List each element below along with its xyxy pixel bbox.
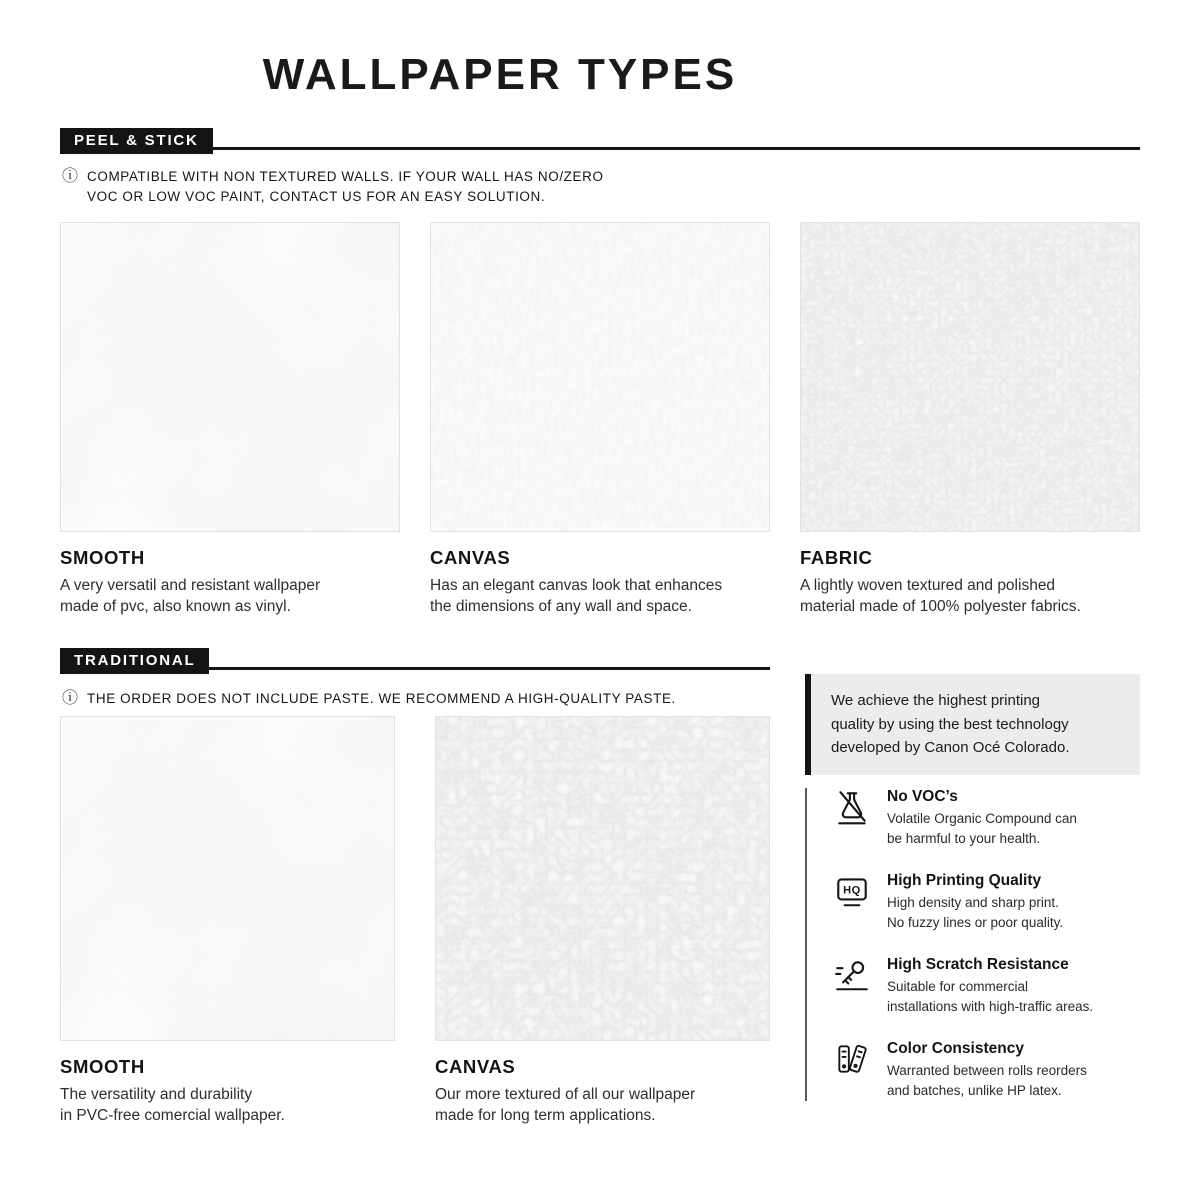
section-divider-line [209,667,770,670]
swatch-name: CANVAS [430,547,511,568]
canvas-texture-sample [430,222,770,532]
peel-stick-note [62,167,604,208]
traditional-note [62,689,676,709]
fabric-texture-sample [800,222,1140,532]
feature-text [887,872,1063,932]
feature-description-line: No fuzzy lines or poor quality. [887,914,1064,930]
features-list [805,788,1141,1101]
swatch-description [430,576,770,618]
swatch-card-smooth [60,716,395,1127]
feature-title: High Scratch Resistance [887,956,1069,974]
canvas-texture-render [431,223,769,531]
peel-stick-badge: PEEL & STICK [60,128,213,154]
swatch-description-line: Has an elegant canvas look that enhances [430,577,723,594]
feature-title: No VOC’s [887,788,958,805]
swatch-name: SMOOTH [60,547,145,568]
traditional-badge: TRADITIONAL [60,648,209,674]
feature-description [887,893,1063,932]
feature-description-line: installations with high-traffic areas. [887,998,1094,1014]
swatch-description-line: A lightly woven textured and polished [800,577,1056,594]
swatch-description [435,1085,770,1127]
feature-text [887,956,1093,1016]
swatch-description-line: in PVC-free comercial wallpaper. [60,1106,285,1124]
smooth-texture-render [61,717,394,1040]
traditional-section-header [60,648,770,674]
feature-no-voc [833,788,1141,848]
peel-stick-section-header [60,128,1140,154]
feature-high-printing-quality [833,872,1141,932]
note-line: VOC OR LOW VOC PAINT, CONTACT US FOR AN EASY SOLUTION. [87,189,546,205]
peel-stick-note-text [87,167,604,208]
feature-description-line: be harmful to your health. [887,830,1041,846]
smooth-texture-sample [60,716,395,1041]
feature-title: High Printing Quality [887,872,1042,890]
feature-description-line: and batches, unlike HP latex. [887,1082,1062,1098]
feature-description-line: High density and sharp print. [887,895,1059,911]
hq-icon [833,872,871,910]
swatch-name: SMOOTH [60,1056,145,1077]
swatch-description-line: made of pvc, also known as vinyl. [60,597,291,615]
feature-text [887,1040,1087,1100]
printing-quality-callout [805,674,1140,775]
info-icon: ⓘ [62,690,79,707]
fabric-texture-render [801,223,1139,531]
feature-description [887,977,1093,1016]
feature-description [887,809,1077,848]
feature-title: Color Consistency [887,1040,1024,1058]
swatch-name: FABRIC [800,547,873,568]
note-line: THE ORDER DOES NOT INCLUDE PASTE. WE RECOMMEND A HIGH-QUALITY PASTE. [87,691,676,706]
swatch-card-smooth [60,222,400,618]
smooth-texture-sample [60,222,400,532]
traditional-swatches [60,716,770,1127]
hq-icon-label: HQ [843,884,861,897]
swatch-description-line: the dimensions of any wall and space. [430,597,692,615]
peel-stick-swatches [60,222,1140,618]
swatch-card-canvas [435,716,770,1127]
swatch-description [60,576,400,618]
section-divider-line [213,147,1140,150]
note-line: COMPATIBLE WITH NON TEXTURED WALLS. IF YOUR WALL HAS NO/ZERO [87,169,604,184]
swatch-name: CANVAS [435,1056,516,1077]
callout-line: developed by Canon Océ Colorado. [831,739,1070,757]
feature-scratch-resistance [833,956,1141,1016]
swatch-card-fabric [800,222,1140,618]
rough-canvas-texture-sample [435,716,770,1041]
callout-line: quality by using the best technology [831,715,1069,733]
callout-line: We achieve the highest printing [831,692,1041,709]
swatch-card-canvas [430,222,770,618]
feature-color-consistency [833,1040,1141,1100]
traditional-note-text [87,689,676,709]
color-consistency-icon [833,1040,871,1078]
no-voc-icon [833,788,871,826]
smooth-texture-render [61,223,399,531]
feature-text [887,788,1077,848]
scratch-resistance-icon [833,956,871,994]
feature-description-line: Volatile Organic Compound can [887,811,1077,826]
swatch-description [60,1085,395,1127]
swatch-description-line: Our more textured of all our wallpaper [435,1086,696,1103]
swatch-description-line: made for long term applications. [435,1106,656,1124]
page-title: WALLPAPER TYPES [262,50,738,99]
swatch-description-line: A very versatil and resistant wallpaper [60,577,321,594]
swatch-description [800,576,1140,618]
feature-description-line: Warranted between rolls reorders [887,1063,1087,1079]
swatch-description-line: material made of 100% polyester fabrics. [800,597,1081,615]
feature-description [887,1061,1087,1100]
swatch-description-line: The versatility and durability [60,1086,253,1103]
rough-canvas-texture-render [436,717,769,1040]
feature-description-line: Suitable for commercial [887,979,1029,995]
info-icon: ⓘ [62,168,79,185]
